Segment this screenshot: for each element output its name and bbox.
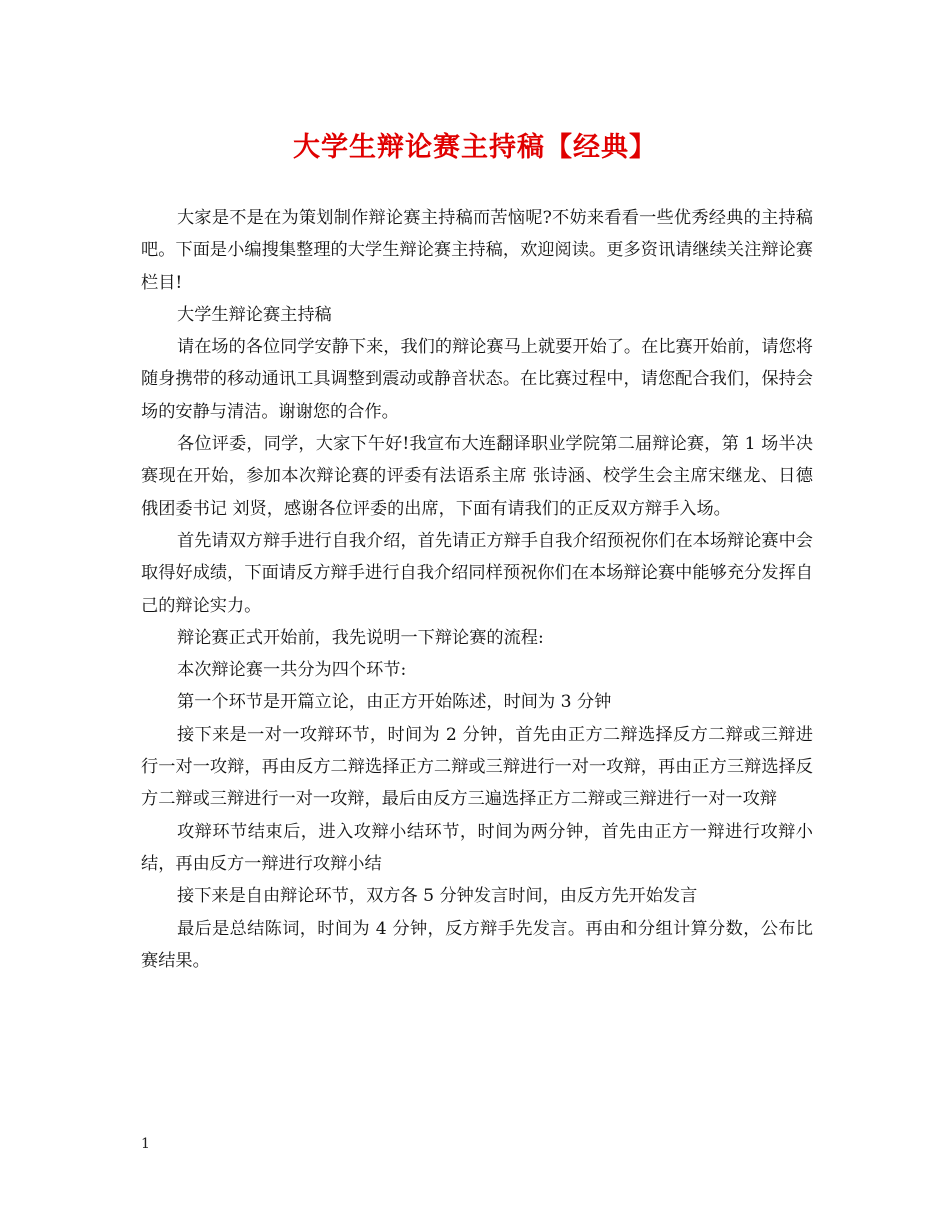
paragraph-opening: 各位评委，同学，大家下午好!我宣布大连翻译职业学院第二届辩论赛，第 1 场半决赛现在开始，参加本次辩论赛的评委有法语系主席 张诗涵、校学生会主席宋继龙、日德俄团委书记 刘贤，感谢各位评委的出席，下面有请我们的正反双方辩手入场。 [141,434,813,519]
page-number: 1 [141,1136,150,1152]
paragraph-subtitle: 大学生辩论赛主持稿 [177,304,332,325]
paragraph-closing: 最后是总结陈词，时间为 4 分钟，反方辩手先发言。再由和分组计算分数，公布比赛结果。 [141,918,813,971]
paragraph-stage-one: 第一个环节是开篇立论，由正方开始陈述，时间为 3 分钟 [177,692,612,713]
paragraph-four-stages: 本次辩论赛一共分为四个环节: [177,660,407,681]
document-body [141,202,813,977]
paragraph-quiet-notice: 请在场的各位同学安静下来，我们的辩论赛马上就要开始了。在比赛开始前，请您将随身携带的移动通讯工具调整到震动或静音状态。在比赛过程中，请您配合我们，保持会场的安静与清洁。谢谢您的合作。 [141,337,813,422]
paragraph-process-intro: 辩论赛正式开始前，我先说明一下辩论赛的流程: [177,627,544,648]
paragraph-free-debate: 接下来是自由辩论环节，双方各 5 分钟发言时间，由反方先开始发言 [177,886,698,907]
paragraph-self-intro: 首先请双方辩手进行自我介绍，首先请正方辩手自我介绍预祝你们在本场辩论赛中会取得好成绩，下面请反方辩手进行自我介绍同样预祝你们在本场辩论赛中能够充分发挥自己的辩论实力。 [141,530,813,616]
document-title: 大学生辩论赛主持稿【经典】 [293,132,657,163]
paragraph-intro: 大家是不是在为策划制作辩论赛主持稿而苦恼呢?不妨来看看一些优秀经典的主持稿吧。下面是小编搜集整理的大学生辩论赛主持稿，欢迎阅读。更多资讯请继续关注辩论赛栏目! [141,208,813,293]
paragraph-stage-two: 接下来是一对一攻辩环节，时间为 2 分钟，首先由正方二辩选择反方二辩或三辩进行一对一攻辩，再由反方二辩选择正方二辩或三辩进行一对一攻辩，再由正方三辩选择反方二辩或三辩进行一对一攻辩，最后由反方三遍选择正方二辩或三辩进行一对一攻辩 [141,724,813,810]
paragraph-stage-summary: 攻辩环节结束后，进入攻辩小结环节，时间为两分钟，首先由正方一辩进行攻辩小结，再由反方一辩进行攻辩小结 [141,821,813,874]
